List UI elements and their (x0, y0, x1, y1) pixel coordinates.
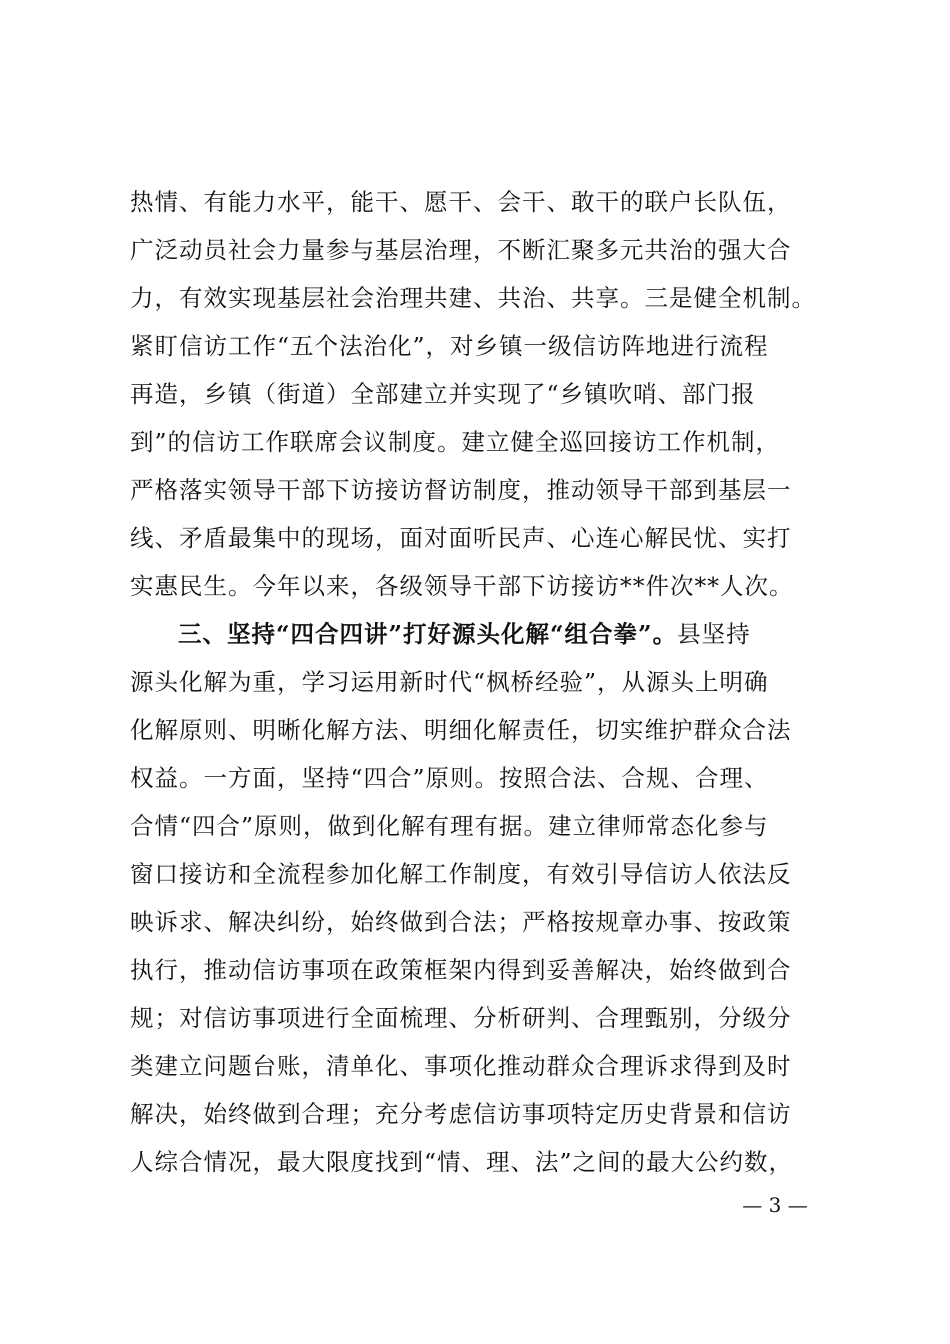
body-text-line: 源头化解为重，学习运用新时代“枫桥经验”，从源头上明确 (130, 668, 769, 696)
body-text-line: 紧盯信访工作“五个法治化”，对乡镇一级信访阵地进行流程 (130, 332, 769, 360)
body-text-line: 热情、有能力水平，能干、愿干、会干、敢干的联户长队伍， (130, 188, 792, 216)
body-text-line: 解决，始终做到合理；充分考虑信访事项特定历史背景和信访 (130, 1100, 792, 1128)
section-heading-continuation: 县坚持 (677, 620, 751, 648)
body-text-line: 窗口接访和全流程参加化解工作制度，有效引导信访人依法反 (130, 860, 792, 888)
body-text-line: 人综合情况，最大限度找到“情、理、法”之间的最大公约数， (130, 1148, 794, 1176)
body-text-line: 合情“四合”原则，做到化解有理有据。建立律师常态化参与 (130, 812, 769, 840)
section-heading-line (178, 612, 878, 656)
body-text-line: 线、矛盾最集中的现场，面对面听民声、心连心解民忧、实打 (130, 524, 792, 552)
body-text-line: 再造，乡镇（街道）全部建立并实现了“乡镇吹哨、部门报 (130, 380, 756, 408)
body-text-line: 权益。一方面，坚持“四合”原则。按照合法、合规、合理、 (130, 764, 769, 792)
body-text-line: 映诉求、解决纠纷，始终做到合法；严格按规章办事、按政策 (130, 908, 792, 936)
body-text-line: 类建立问题台账，清单化、事项化推动群众合理诉求得到及时 (130, 1052, 792, 1080)
body-text-line: 严格落实领导干部下访接访督访制度，推动领导干部到基层一 (130, 476, 792, 504)
page-number: — 3 — (742, 1193, 808, 1217)
body-text-line: 执行，推动信访事项在政策框架内得到妥善解决，始终做到合 (130, 956, 792, 984)
body-text-line: 力，有效实现基层社会治理共建、共治、共享。三是健全机制。 (130, 284, 816, 312)
section-heading: 三、坚持“四合四讲”打好源头化解“组合拳”。 (178, 620, 678, 648)
body-text-line: 规；对信访事项进行全面梳理、分析研判、合理甄别，分级分 (130, 1004, 792, 1032)
body-text-line: 广泛动员社会力量参与基层治理，不断汇聚多元共治的强大合 (130, 236, 792, 264)
body-text-line: 到”的信访工作联席会议制度。建立健全巡回接访工作机制， (130, 428, 781, 456)
body-text-line: 实惠民生。今年以来，各级领导干部下访接访**件次**人次。 (130, 572, 794, 600)
body-text-line: 化解原则、明晰化解方法、明细化解责任，切实维护群众合法 (130, 716, 792, 744)
